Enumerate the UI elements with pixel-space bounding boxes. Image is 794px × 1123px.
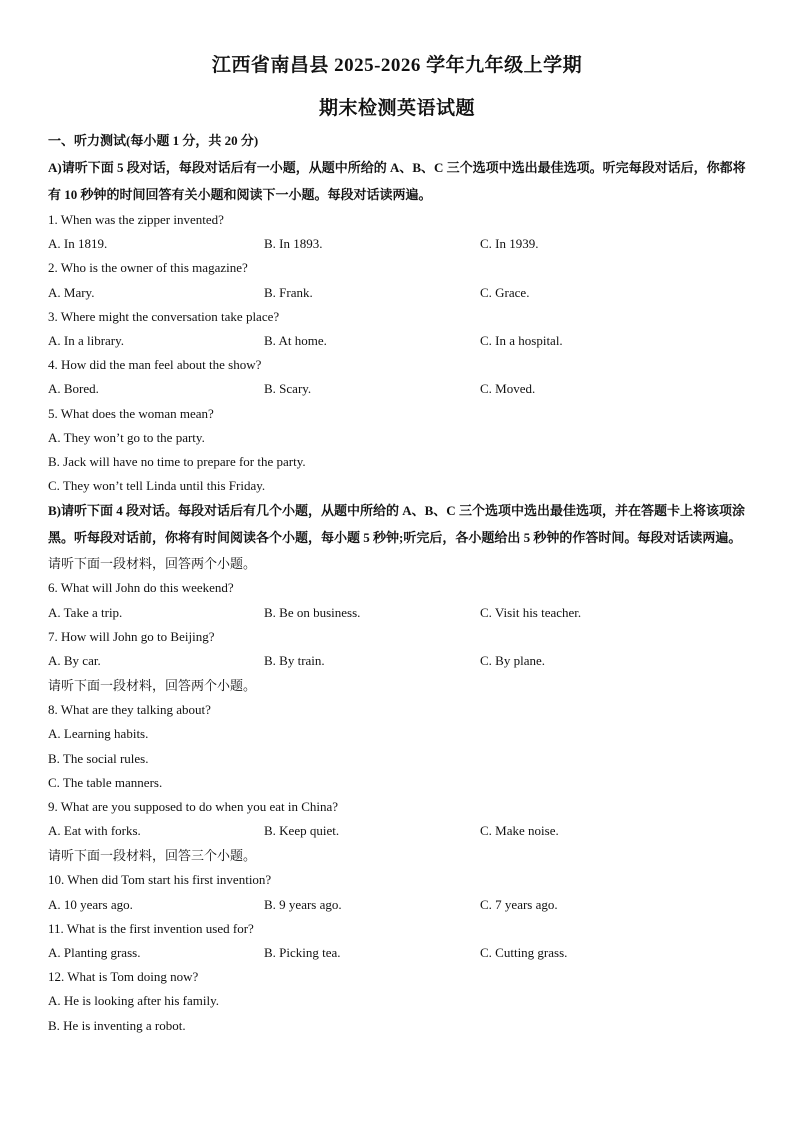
options-row [48, 893, 752, 917]
question-6: 6. What will John do this weekend? [48, 580, 234, 596]
part-a-instruction: A)请听下面 5 段对话，每段对话后有一小题，从题中所给的 A、B、C 三个选项中选出最佳选项。听完每段对话后，你都将有 10 秒钟的时间回答有关小题和阅读下一小题。每段对话读两遍。 [48, 160, 746, 202]
option-c: C. In 1939. [480, 236, 539, 252]
option-a: A. By car. [48, 652, 101, 668]
question-1: 1. When was the zipper invented? [48, 212, 224, 227]
question-10: 10. When did Tom start his first invention? [48, 872, 272, 888]
option-c: C. Moved. [480, 381, 536, 397]
option-c: C. Grace. [480, 284, 530, 300]
options-row [48, 377, 752, 401]
option-a: A. Eat with forks. [48, 823, 141, 839]
option-b: B. At home. [264, 332, 327, 348]
option-a: A. Mary. [48, 284, 95, 300]
option-c: C. By plane. [480, 652, 545, 668]
option-c: C. Visit his teacher. [480, 604, 582, 620]
option-a: A. Bored. [48, 381, 99, 397]
question-5: 5. What does the woman mean? [48, 405, 214, 421]
option-c: C. 7 years ago. [480, 896, 558, 912]
listening-note: 请听下面一段材料，回答两个小题。 [48, 556, 257, 572]
options-row [48, 329, 752, 353]
option-a: A. Take a trip. [48, 604, 123, 620]
listening-note: 请听下面一段材料，回答三个小题。 [48, 848, 257, 864]
question-7: 7. How will John go to Beijing? [48, 628, 215, 644]
options-row [48, 649, 752, 673]
options-row [48, 281, 752, 305]
section-heading: 一、听力测试(每小题 1 分，共 20 分) [48, 133, 259, 148]
option-a: A. In a library. [48, 332, 125, 348]
option-a: A. 10 years ago. [48, 896, 133, 912]
question-8: 8. What are they talking about? [48, 702, 211, 718]
option-c: C. Make noise. [480, 823, 559, 839]
option-a: A. Learning habits. [48, 726, 149, 742]
option-b: B. The social rules. [48, 750, 149, 766]
option-a: A. Planting grass. [48, 944, 141, 960]
option-b: B. Keep quiet. [264, 823, 340, 839]
option-b: B. Frank. [264, 284, 313, 300]
options-row [48, 601, 752, 625]
option-b: B. Be on business. [264, 604, 361, 620]
option-a: A. He is looking after his family. [48, 993, 220, 1009]
option-b: B. 9 years ago. [264, 896, 342, 912]
options-row [48, 819, 752, 843]
question-11: 11. What is the first invention used for? [48, 920, 254, 936]
part-b-instruction: B)请听下面 4 段对话。每段对话后有几个小题，从题中所给的 A、B、C 三个选项中选出最佳选项，并在答题卡上将该项涂黑。听每段对话前，你将有时间阅读各个小题，每小题 5 秒钟;听完后，各小题给出 5 秒钟的作答时间。每段对话读两遍。 [48, 503, 745, 545]
exam-title: 江西省南昌县 2025-2026 学年九年级上学期 [211, 55, 583, 76]
option-b: B. By train. [264, 652, 325, 668]
question-12: 12. What is Tom doing now? [48, 969, 199, 985]
exam-subtitle: 期末检测英语试题 [318, 98, 475, 119]
option-b: B. Picking tea. [264, 944, 341, 960]
option-c: C. They won’t tell Linda until this Friday. [48, 478, 266, 494]
question-2: 2. Who is the owner of this magazine? [48, 260, 248, 276]
option-c: C. The table manners. [48, 774, 163, 790]
option-b: B. Scary. [264, 381, 312, 397]
exam-content [48, 130, 752, 1038]
option-b: B. He is inventing a robot. [48, 1017, 186, 1033]
options-row [48, 232, 752, 256]
option-c: C. Cutting grass. [480, 944, 568, 960]
option-a: A. They won’t go to the party. [48, 429, 205, 445]
question-4: 4. How did the man feel about the show? [48, 357, 262, 373]
option-a: A. In 1819. [48, 236, 108, 252]
option-b: B. In 1893. [264, 236, 323, 252]
question-3: 3. Where might the conversation take place? [48, 308, 280, 324]
question-9: 9. What are you supposed to do when you eat in China? [48, 798, 339, 814]
option-c: C. In a hospital. [480, 332, 563, 348]
listening-note: 请听下面一段材料，回答两个小题。 [48, 678, 257, 694]
option-b: B. Jack will have no time to prepare for the party. [48, 453, 306, 469]
options-row [48, 941, 752, 965]
